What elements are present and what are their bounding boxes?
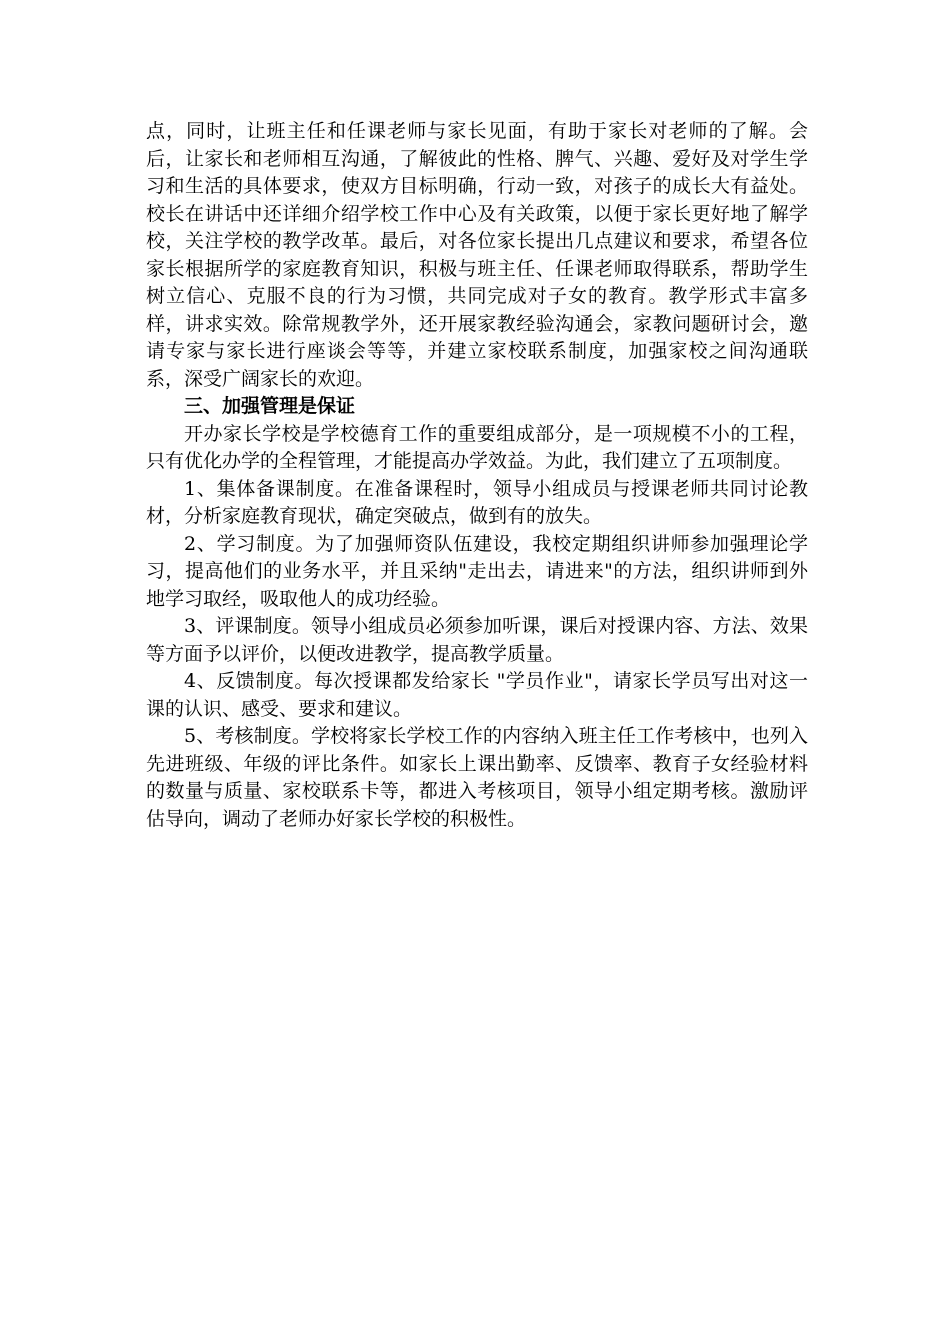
paragraph-continuation: 点，同时，让班主任和任课老师与家长见面，有助于家长对老师的了解。会后，让家长和老师相互沟通，了解彼此的性格、脾气、兴趣、爱好及对学生学习和生活的具体要求，使双方目标明确，行动一致，对孩子的成长大有益处。校长在讲话中还详细介绍学校工作中心及有关政策，以便于家长更好地了解学校，关注学校的教学改革。最后，对各位家长提出几点建议和要求，希望各位家长根据所学的家庭教育知识，积极与班主任、任课老师取得联系，帮助学生树立信心、克服不良的行为习惯，共同完成对子女的教育。教学形式丰富多样，讲求实效。除常规教学外，还开展家教经验沟通会，家教问题研讨会，邀请专家与家长进行座谈会等等，并建立家校联系制度，加强家校之间沟通联系，深受广阔家长的欢迎。	[146, 120, 808, 390]
document-body	[146, 118, 808, 833]
paragraph-item-5: 5、考核制度。学校将家长学校工作的内容纳入班主任工作考核中，也列入先进班级、年级的评比条件。如家长上课出勤率、反馈率、教育子女经验材料的数量与质量、家校联系卡等，都进入考核项目，领导小组定期考核。激励评估导向，调动了老师办好家长学校的积极性。	[146, 725, 808, 830]
section-heading: 三、加强管理是保证	[184, 395, 356, 417]
paragraph-item-2: 2、学习制度。为了加强师资队伍建设，我校定期组织讲师参加强理论学习，提高他们的业务水平，并且采纳"走出去，请进来"的方法，组织讲师到外地学习取经，吸取他人的成功经验。	[146, 532, 808, 610]
paragraph-item-4: 4、反馈制度。每次授课都发给家长 "学员作业"，请家长学员写出对这一课的认识、感受、要求和建议。	[146, 670, 808, 720]
paragraph-item-3: 3、评课制度。领导小组成员必须参加听课，课后对授课内容、方法、效果等方面予以评价，以便改进教学，提高教学质量。	[146, 615, 808, 665]
paragraph-intro: 开办家长学校是学校德育工作的重要组成部分，是一项规模不小的工程，只有优化办学的全程管理，才能提高办学效益。为此，我们建立了五项制度。	[146, 422, 808, 472]
paragraph-item-1: 1、集体备课制度。在准备课程时，领导小组成员与授课老师共同讨论教材，分析家庭教育现状，确定突破点，做到有的放失。	[146, 477, 808, 527]
